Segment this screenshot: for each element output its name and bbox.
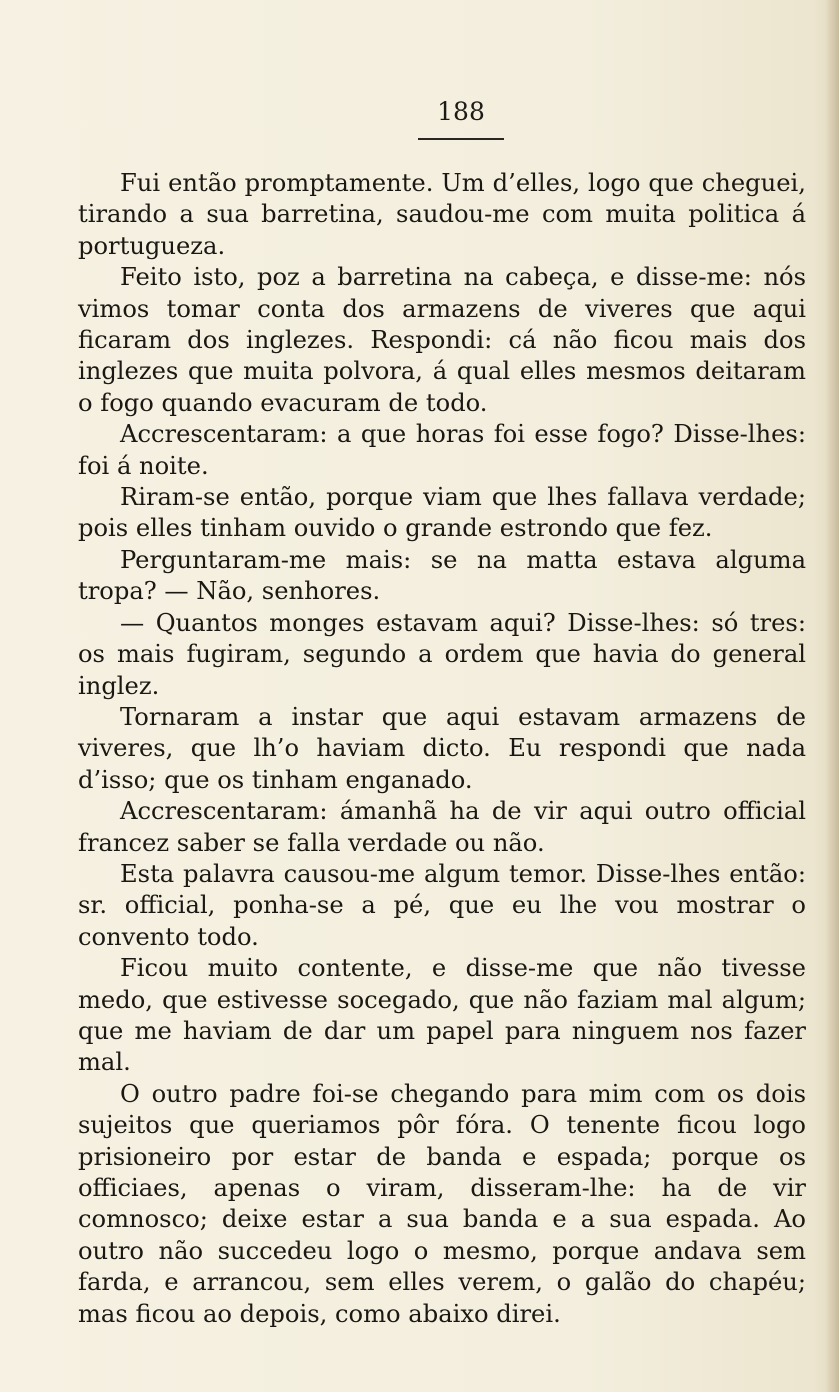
paragraph: Accrescentaram: a que horas foi esse fogo? Disse-lhes: foi á noite. (78, 420, 806, 480)
paragraph: Perguntaram-me mais: se na matta estava alguma tropa? — Não, senhores. (78, 545, 806, 606)
paragraph: Tornaram a instar que aqui estavam armazens de viveres, que lh’o haviam dicto. Eu respondi que nada d’isso; que os tinham enganado. (78, 702, 806, 794)
paragraph: Esta palavra causou-me algum temor. Disse-lhes então: sr. official, ponha-se a pé, que eu lhe vou mostrar o convento todo. (78, 859, 806, 951)
body-text (78, 168, 806, 1330)
paragraph: Feito isto, poz a barretina na cabeça, e disse-me: nós vimos tomar conta dos armazens de viveres que aqui ficaram dos inglezes. Respondi: cá não ficou mais dos inglezes que muita polvora, á qual elles mesmos deitaram o fogo quando evacuram de todo. (78, 263, 806, 417)
paragraph: O outro padre foi-se chegando para mim com os dois sujeitos que queriamos pôr fóra. O tenente ficou logo prisioneiro por estar de banda e espada; porque os officiaes, apenas o viram, disseram-lhe: ha de vir comnosco; deixe estar a sua banda e a sua espada. Ao outro não succedeu logo o mesmo, porque andava sem farda, e arrancou, sem elles verem, o galão do chapéu; mas ficou ao depois, como abaixo direi. (78, 1079, 806, 1328)
paragraph: Fui então promptamente. Um d’elles, logo que cheguei, tirando a sua barretina, saudou-me com muita politica á portugueza. (78, 169, 806, 260)
page-number-rule (418, 138, 504, 140)
page-edge-shadow (825, 0, 839, 1392)
paragraph: Riram-se então, porque viam que lhes fallava verdade; pois elles tinham ouvido o grande estrondo que fez. (78, 483, 806, 543)
paragraph: Accrescentaram: ámanhã ha de vir aqui outro official francez saber se falla verdade ou não. (78, 797, 806, 857)
page-number: 188 (437, 97, 485, 126)
paragraph: — Quantos monges estavam aqui? Disse-lhes: só tres: os mais fugiram, segundo a ordem que havia do general inglez. (78, 608, 806, 700)
paragraph: Ficou muito contente, e disse-me que não tivesse medo, que estivesse socegado, que não faziam mal algum; que me haviam de dar um papel para ninguem nos fazer mal. (78, 954, 806, 1077)
